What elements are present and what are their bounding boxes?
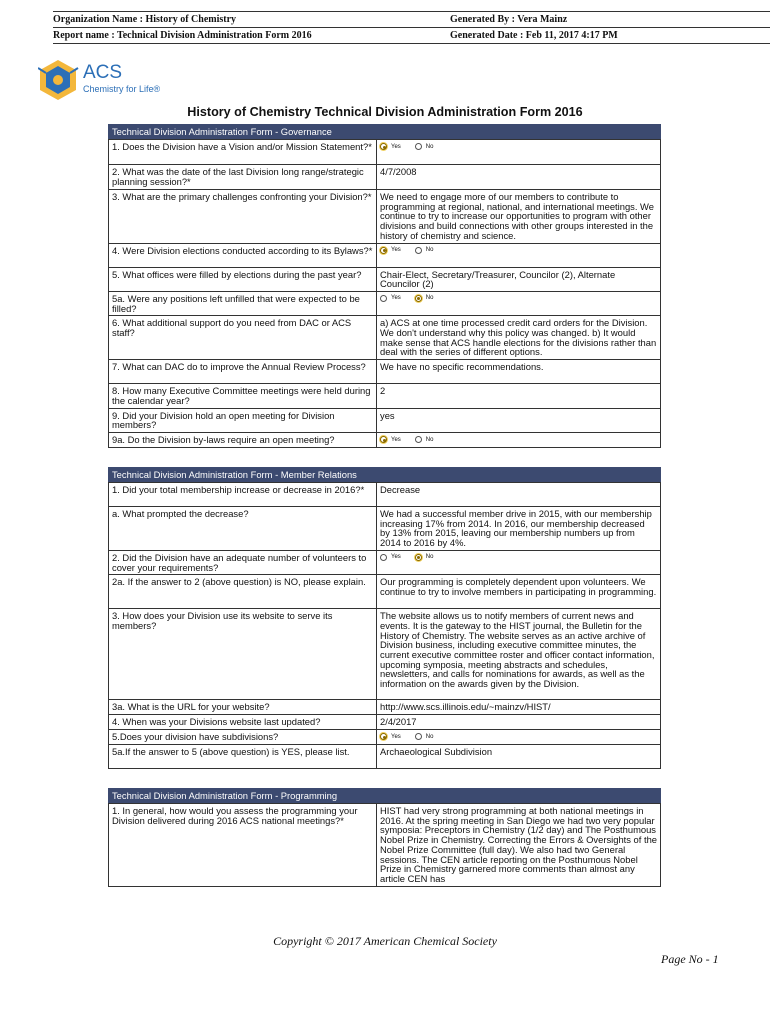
question-cell: a. What prompted the decrease? xyxy=(109,507,377,551)
form-row xyxy=(109,433,661,448)
radio-button-icon[interactable] xyxy=(380,733,387,740)
form-row xyxy=(109,575,661,609)
radio-yes[interactable] xyxy=(380,553,401,561)
form-row xyxy=(109,384,661,408)
radio-yes[interactable] xyxy=(380,436,401,444)
radio-no[interactable] xyxy=(415,733,434,741)
radio-button-icon[interactable] xyxy=(415,247,422,254)
radio-label: No xyxy=(425,247,434,254)
question-cell: 4. Were Division elections conducted according to its Bylaws?* xyxy=(109,243,377,267)
question-cell: 3. How does your Division use its website to serve its members? xyxy=(109,609,377,700)
answer-cell xyxy=(377,243,661,267)
report-header xyxy=(53,11,770,44)
form-row xyxy=(109,745,661,769)
section-programming xyxy=(108,788,661,887)
answer-cell: http://www.scs.illinois.edu/~mainzv/HIST/ xyxy=(377,700,661,715)
radio-label: No xyxy=(425,143,434,150)
form-row xyxy=(109,730,661,745)
answer-cell: We have no specific recommendations. xyxy=(377,360,661,384)
form-row xyxy=(109,190,661,244)
answer-cell: 2/4/2017 xyxy=(377,715,661,730)
section-governance xyxy=(108,124,661,448)
question-cell: 8. How many Executive Committee meetings were held during the calendar year? xyxy=(109,384,377,408)
form-table xyxy=(108,139,661,448)
generated-by: Generated By : Vera Mainz xyxy=(450,14,568,25)
document-title: History of Chemistry Technical Division Administration Form 2016 xyxy=(187,105,583,119)
question-cell: 4. When was your Divisions website last updated? xyxy=(109,715,377,730)
question-cell: 2. Did the Division have an adequate number of volunteers to cover your requirements? xyxy=(109,550,377,574)
radio-no[interactable] xyxy=(415,294,434,302)
answer-cell: Our programming is completely dependent upon volunteers. We continue to try to involve members in participating in programming. xyxy=(377,575,661,609)
form-row xyxy=(109,804,661,887)
acs-logo xyxy=(38,56,178,100)
radio-label: Yes xyxy=(391,554,401,561)
question-cell: 5a. Were any positions left unfilled that were expected to be filled? xyxy=(109,291,377,315)
form-row xyxy=(109,408,661,432)
radio-button-icon[interactable] xyxy=(380,554,387,561)
section-title: Technical Division Administration Form - Member Relations xyxy=(108,467,661,482)
radio-yes[interactable] xyxy=(380,143,401,151)
question-cell: 9a. Do the Division by-laws require an open meeting? xyxy=(109,433,377,448)
svg-text:Chemistry for Life®: Chemistry for Life® xyxy=(83,84,161,94)
question-cell: 1. Did your total membership increase or decrease in 2016?* xyxy=(109,483,377,507)
form-row xyxy=(109,243,661,267)
form-row xyxy=(109,291,661,315)
answer-cell: Decrease xyxy=(377,483,661,507)
form-row xyxy=(109,360,661,384)
form-row xyxy=(109,483,661,507)
question-cell: 9. Did your Division hold an open meeting for Division members? xyxy=(109,408,377,432)
radio-yes[interactable] xyxy=(380,733,401,741)
answer-cell: HIST had very strong programming at both national meetings in 2016. At the spring meeting in San Diego we had two very popular symposia: Preceptors in Chemistry (1/2 day) and The Posthumous Nobel Prize in Chemistry. Correcting the Errors & Oversights of the Nobel Prize Committee (full day). We also had two General sessions. The CEN article reporting on the Posthumous Nobel Prize in Chemistry garnered more comments than almost any article CEN has xyxy=(377,804,661,887)
question-cell: 5. What offices were filled by elections during the past year? xyxy=(109,267,377,291)
answer-cell: We had a successful member drive in 2015, with our membership increasing 17% from 2014. In 2016, our membership decreased by 13% from 2015, leaving our membership numbers up from 2014 to 2016 by 4%. xyxy=(377,507,661,551)
form-row xyxy=(109,267,661,291)
copyright: Copyright © 2017 American Chemical Society xyxy=(273,934,497,948)
form-row xyxy=(109,700,661,715)
question-cell: 5.Does your division have subdivisions? xyxy=(109,730,377,745)
radio-label: Yes xyxy=(391,143,401,150)
form-row xyxy=(109,316,661,360)
form-row xyxy=(109,550,661,574)
answer-cell xyxy=(377,140,661,165)
radio-label: Yes xyxy=(391,295,401,302)
radio-label: No xyxy=(425,436,434,443)
form-row xyxy=(109,507,661,551)
radio-label: Yes xyxy=(391,247,401,254)
page-number: Page No - 1 xyxy=(661,952,719,966)
radio-button-icon[interactable] xyxy=(415,436,422,443)
radio-yes[interactable] xyxy=(380,294,401,302)
organization-name: Organization Name : History of Chemistry xyxy=(53,14,237,25)
answer-cell xyxy=(377,730,661,745)
question-cell: 1. Does the Division have a Vision and/or Mission Statement?* xyxy=(109,140,377,165)
answer-cell: The website allows us to notify members of current news and events. It is the gateway to the HIST journal, the Bulletin for the History of Chemistry. The website serves as an active archive of Division business, including executive committee minutes, the current executive committee roster and officer contact information, upcoming symposia, meeting abstracts and schedules, newsletters, and calls for nominations for awards, as well as the information on the awards given by the Division. xyxy=(377,609,661,700)
answer-cell xyxy=(377,291,661,315)
radio-label: No xyxy=(425,554,434,561)
radio-button-icon[interactable] xyxy=(380,436,387,443)
radio-no[interactable] xyxy=(415,436,434,444)
answer-cell: a) ACS at one time processed credit card orders for the Division. We don't understand why this policy was changed. b) It would make sense that ACS handle elections for the divisions rather than deal with the series of different options. xyxy=(377,316,661,360)
answer-cell: Archaeological Subdivision xyxy=(377,745,661,769)
question-cell: 7. What can DAC do to improve the Annual Review Process? xyxy=(109,360,377,384)
question-cell: 5a.If the answer to 5 (above question) is YES, please list. xyxy=(109,745,377,769)
form-table xyxy=(108,482,661,769)
form-row xyxy=(109,140,661,165)
radio-label: No xyxy=(425,295,434,302)
question-cell: 3. What are the primary challenges confronting your Division?* xyxy=(109,190,377,244)
answer-cell: We need to engage more of our members to contribute to programming at regional, national, and international meetings. We continue to try to increase our opportunities to program with other divisions and build connections with other groups interested in the history of chemistry and science. xyxy=(377,190,661,244)
answer-cell: Chair-Elect, Secretary/Treasurer, Councilor (2), Alternate Councilor (2) xyxy=(377,267,661,291)
question-cell: 1. In general, how would you assess the programming your Division delivered during 2016 ACS national meetings?* xyxy=(109,804,377,887)
radio-button-icon[interactable] xyxy=(380,247,387,254)
answer-cell: 4/7/2008 xyxy=(377,165,661,190)
form-table xyxy=(108,803,661,887)
radio-label: Yes xyxy=(391,436,401,443)
question-cell: 2. What was the date of the last Division long range/strategic planning session?* xyxy=(109,165,377,190)
form-row xyxy=(109,609,661,700)
answer-cell xyxy=(377,433,661,448)
question-cell: 2a. If the answer to 2 (above question) is NO, please explain. xyxy=(109,575,377,609)
radio-button-icon[interactable] xyxy=(380,295,387,302)
question-cell: 6. What additional support do you need from DAC or ACS staff? xyxy=(109,316,377,360)
answer-cell: 2 xyxy=(377,384,661,408)
report-name: Report name : Technical Division Administration Form 2016 xyxy=(53,30,312,41)
answer-cell: yes xyxy=(377,408,661,432)
generated-date: Generated Date : Feb 11, 2017 4:17 PM xyxy=(450,30,618,41)
radio-label: No xyxy=(425,733,434,740)
radio-button-icon[interactable] xyxy=(380,143,387,150)
form-row xyxy=(109,715,661,730)
acs-hexagon-icon xyxy=(38,60,78,100)
radio-yes[interactable] xyxy=(380,246,401,254)
radio-no[interactable] xyxy=(415,246,434,254)
radio-label: Yes xyxy=(391,733,401,740)
radio-button-icon[interactable] xyxy=(415,295,422,302)
radio-no[interactable] xyxy=(415,143,434,151)
question-cell: 3a. What is the URL for your website? xyxy=(109,700,377,715)
radio-button-icon[interactable] xyxy=(415,143,422,150)
section-member-relations xyxy=(108,467,661,769)
svg-text:ACS: ACS xyxy=(83,62,123,83)
radio-button-icon[interactable] xyxy=(415,554,422,561)
section-title: Technical Division Administration Form - Programming xyxy=(108,788,661,803)
form-row xyxy=(109,165,661,190)
answer-cell xyxy=(377,550,661,574)
radio-no[interactable] xyxy=(415,553,434,561)
radio-button-icon[interactable] xyxy=(415,733,422,740)
section-title: Technical Division Administration Form - Governance xyxy=(108,124,661,139)
